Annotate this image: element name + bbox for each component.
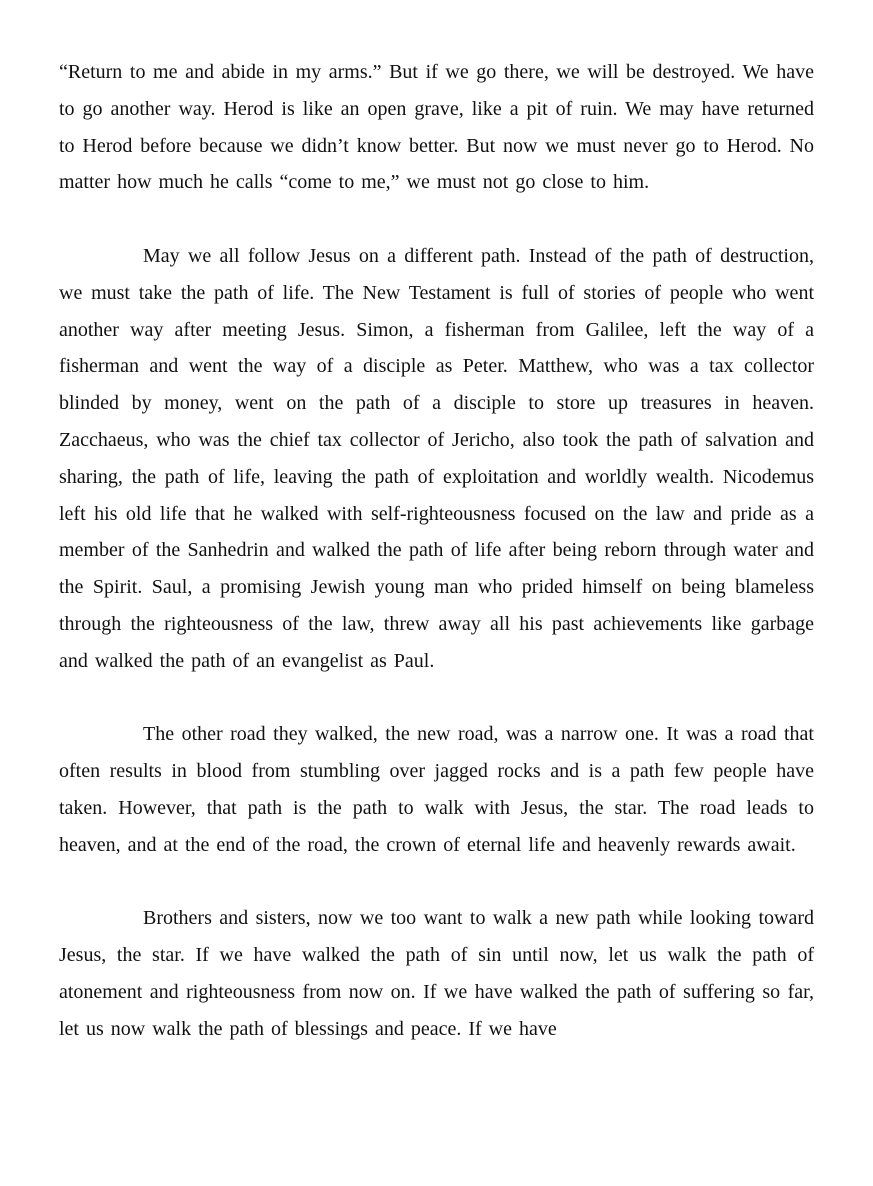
paragraph-new-path: Brothers and sisters, now we too want to walk a new path while looking toward Jesus, the star. If we have walked the path of sin until now, let us walk the path of atonement and righteousness from now on. If we have walked the path of suffering so far, let us now walk the path of blessings and peace. If we have bbox=[59, 907, 814, 1040]
paragraph-different-path: May we all follow Jesus on a different path. Instead of the path of destruction, we must take the path of life. The New Testament is full of stories of people who went another way after meeting Jesus. Simon, a fisherman from Galilee, left the way of a fisherman and went the way of a disciple as Peter. Matthew, who was a tax collector blinded by money, went on the path of a disciple to store up treasures in heaven. Zacchaeus, who was the chief tax collector of Jericho, also took the path of salvation and sharing, the path of life, leaving the path of exploitation and worldly wealth. Nicodemus left his old life that he walked with self-righteousness focused on the law and pride as a member of the Sanhedrin and walked the path of life after being reborn through water and the Spirit. Saul, a promising Jewish young man who prided himself on being blameless through the righteousness of the law, threw away all his past achievements like garbage and walked the path of an evangelist as Paul. bbox=[59, 244, 814, 672]
paragraph-narrow-road: The other road they walked, the new road, was a narrow one. It was a road that often results in blood from stumbling over jagged rocks and is a path few people have taken. However, that path is the path to walk with Jesus, the star. The road leads to heaven, and at the end of the road, the crown of eternal life and heavenly rewards await. bbox=[59, 723, 814, 856]
document-page bbox=[59, 54, 814, 1084]
paragraph-herod: “Return to me and abide in my arms.” But if we go there, we will be destroyed. We have to go another way. Herod is like an open grave, like a pit of ruin. We may have returned to Herod before because we didn’t know better. But now we must never go to Herod. No matter how much he calls “come to me,” we must not go close to him. bbox=[59, 61, 814, 194]
